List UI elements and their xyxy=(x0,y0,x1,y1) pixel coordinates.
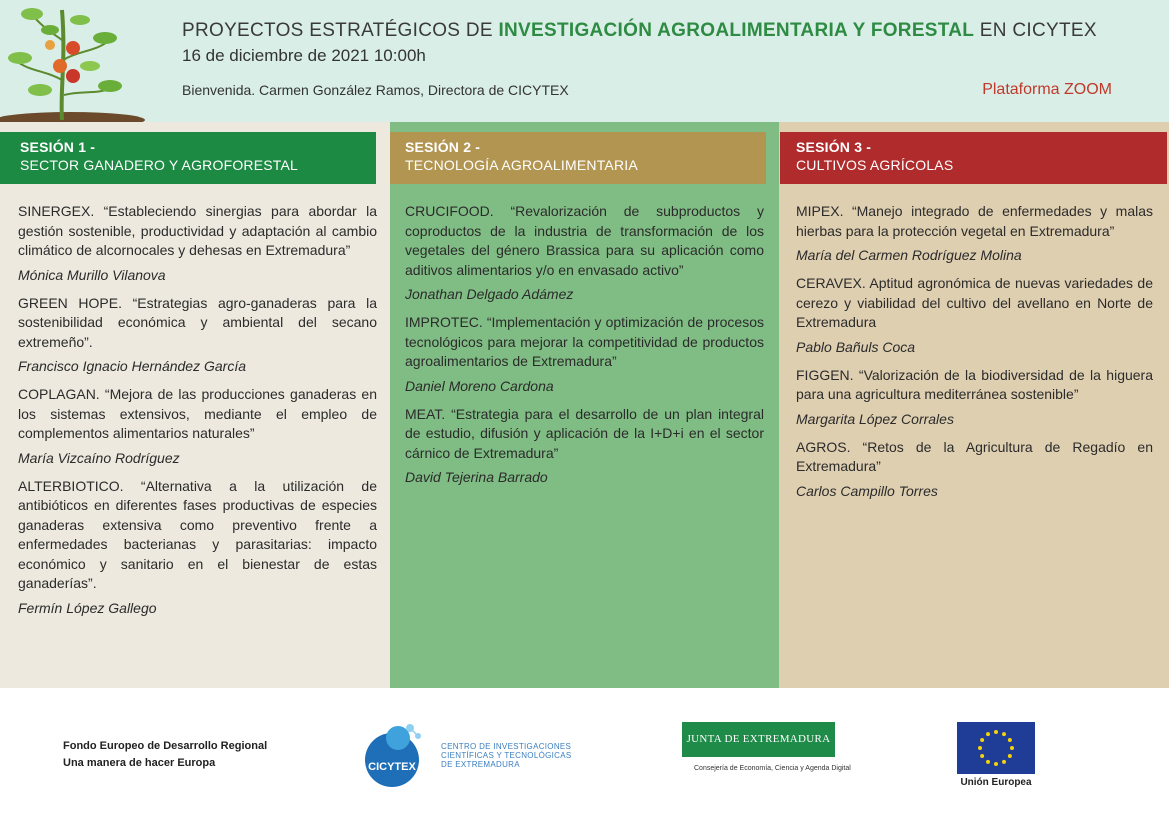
project-description: MIPEX. “Manejo integrado de enfermedades y malas hierbas para la protección vegetal en Extremadura” xyxy=(796,203,1153,239)
cicytex-logo-icon xyxy=(362,722,426,788)
project-description: GREEN HOPE. “Estrategias agro-ganaderas para la sostenibilidad económica y ambiental del secano extremeño”. xyxy=(18,294,377,350)
eu-star-icon xyxy=(1010,746,1014,750)
tomato-plant-icon xyxy=(0,0,150,124)
eu-flag-icon xyxy=(957,722,1035,774)
session-name: TECNOLOGÍA AGROALIMENTARIA xyxy=(405,157,638,173)
title-prefix: PROYECTOS ESTRATÉGICOS DE xyxy=(182,20,499,41)
cicytex-line-2: CIENTÍFICAS Y TECNOLÓGICAS xyxy=(441,751,572,760)
eu-star-icon xyxy=(986,732,990,736)
session-name: CULTIVOS AGRÍCOLAS xyxy=(796,157,954,173)
project-author: María Vizcaíno Rodríguez xyxy=(18,449,180,466)
junta-logo: JUNTA DE EXTREMADURA xyxy=(682,722,835,757)
project-item xyxy=(796,274,1153,357)
page-title xyxy=(182,20,1097,42)
project-author: María del Carmen Rodríguez Molina xyxy=(796,247,1022,263)
junta-subtitle: Consejería de Economía, Ciencia y Agenda Digital xyxy=(694,765,851,772)
eu-star-icon xyxy=(1008,754,1012,758)
project-description: FIGGEN. “Valorización de la biodiversidad de la higuera para una agricultura mediterránea sostenible” xyxy=(796,366,1153,402)
footer xyxy=(0,688,1169,826)
header xyxy=(0,0,1169,122)
eu-star-icon xyxy=(1008,738,1012,742)
project-item xyxy=(796,366,1153,429)
eu-star-icon xyxy=(978,746,982,750)
session-number: SESIÓN 1 - xyxy=(20,139,96,155)
project-description: CERAVEX. Aptitud agronómica de nuevas variedades de cerezo y viabilidad del cultivo del avellano en Norte de Extremadura xyxy=(796,275,1153,330)
project-item xyxy=(405,313,764,396)
feder-text xyxy=(63,738,267,772)
session-header xyxy=(780,132,1167,184)
project-description: COPLAGAN. “Mejora de las producciones ganaderas en los sistemas extensivos, mediante el empleo de complementos alimentarios naturales” xyxy=(18,386,377,441)
project-item xyxy=(18,385,377,468)
project-author: Jonathan Delgado Adámez xyxy=(405,286,574,302)
cicytex-line-3: DE EXTREMADURA xyxy=(441,760,520,769)
session-header xyxy=(390,132,766,184)
project-description: CRUCIFOOD. “Revalorización de subproductos y coproductos de la industria de transformación de los vegetales del género Brassica para su aplicación como aditivos alimentarios y/o en envasado activo” xyxy=(405,203,764,278)
project-author: Daniel Moreno Cardona xyxy=(405,377,554,394)
eu-star-icon xyxy=(994,730,998,734)
project-list xyxy=(796,202,1153,510)
project-description: IMPROTEC. “Implementación y optimización de procesos tecnológicos para mejorar la competitividad de productos agroalimentarios de Extremadura” xyxy=(405,314,764,369)
eu-label: Unión Europea xyxy=(960,777,1032,788)
project-author: Fermín López Gallego xyxy=(18,599,157,616)
session-header xyxy=(0,132,376,184)
project-description: AGROS. “Retos de la Agricultura de Regadío en Extremadura” xyxy=(796,438,1153,474)
eu-star-icon xyxy=(980,754,984,758)
event-date: 16 de diciembre de 2021 10:00h xyxy=(182,46,426,65)
cicytex-name xyxy=(441,742,572,769)
feder-line-1: Fondo Europeo de Desarrollo Regional xyxy=(63,740,268,752)
project-item xyxy=(405,405,764,488)
session-column-1 xyxy=(0,122,390,688)
project-author: Francisco Ignacio Hernández García xyxy=(18,358,246,374)
welcome-line: Bienvenida. Carmen González Ramos, Directora de CICYTEX xyxy=(182,82,569,98)
project-author: Carlos Campillo Torres xyxy=(796,482,938,499)
session-number: SESIÓN 2 - xyxy=(405,139,481,155)
project-item xyxy=(796,202,1153,265)
project-description: ALTERBIOTICO. “Alternativa a la utilización de antibióticos en diferentes fases productivas de especies ganaderas extensiva como preventivo frente a enfermedades bacterianas y parasitarias: impacto económico y sanitario en el bienestar de estas ganaderías”. xyxy=(18,477,377,591)
project-author: Pablo Bañuls Coca xyxy=(796,338,916,355)
cicytex-logo-text: CICYTEX xyxy=(368,761,416,773)
project-author: Mónica Murillo Vilanova xyxy=(18,266,166,283)
feder-line-2: Una manera de hacer Europa xyxy=(63,757,216,769)
project-list xyxy=(18,202,377,627)
session-number: SESIÓN 3 - xyxy=(796,139,872,155)
eu-star-icon xyxy=(1002,760,1006,764)
session-column-2 xyxy=(390,122,779,688)
cicytex-line-1: CENTRO DE INVESTIGACIONES xyxy=(441,742,572,751)
eu-star-icon xyxy=(980,738,984,742)
title-highlight: INVESTIGACIÓN AGROALIMENTARIA Y FORESTAL xyxy=(498,20,975,41)
title-suffix: EN CICYTEX xyxy=(974,20,1097,41)
project-author: David Tejerina Barrado xyxy=(405,469,548,485)
session-column-3 xyxy=(779,122,1169,688)
project-item xyxy=(18,294,377,377)
eu-star-icon xyxy=(994,762,998,766)
project-item xyxy=(18,477,377,618)
project-item xyxy=(18,202,377,285)
platform-label: Plataforma ZOOM xyxy=(982,81,1112,98)
project-item xyxy=(405,202,764,304)
eu-star-icon xyxy=(986,760,990,764)
project-description: MEAT. “Estrategia para el desarrollo de un plan integral de estudio, difusión y aplicación de la I+D+i en el sector cárnico de Extremadura” xyxy=(405,405,764,461)
project-author: Margarita López Corrales xyxy=(796,410,954,427)
project-item xyxy=(796,438,1153,501)
project-description: SINERGEX. “Estableciendo sinergias para abordar la gestión sostenible, productividad y adaptación al cambio climático de alcornocales y dehesas en Extremadura” xyxy=(18,203,377,258)
eu-star-icon xyxy=(1002,732,1006,736)
project-list xyxy=(405,202,764,496)
session-name: SECTOR GANADERO Y AGROFORESTAL xyxy=(20,157,299,173)
